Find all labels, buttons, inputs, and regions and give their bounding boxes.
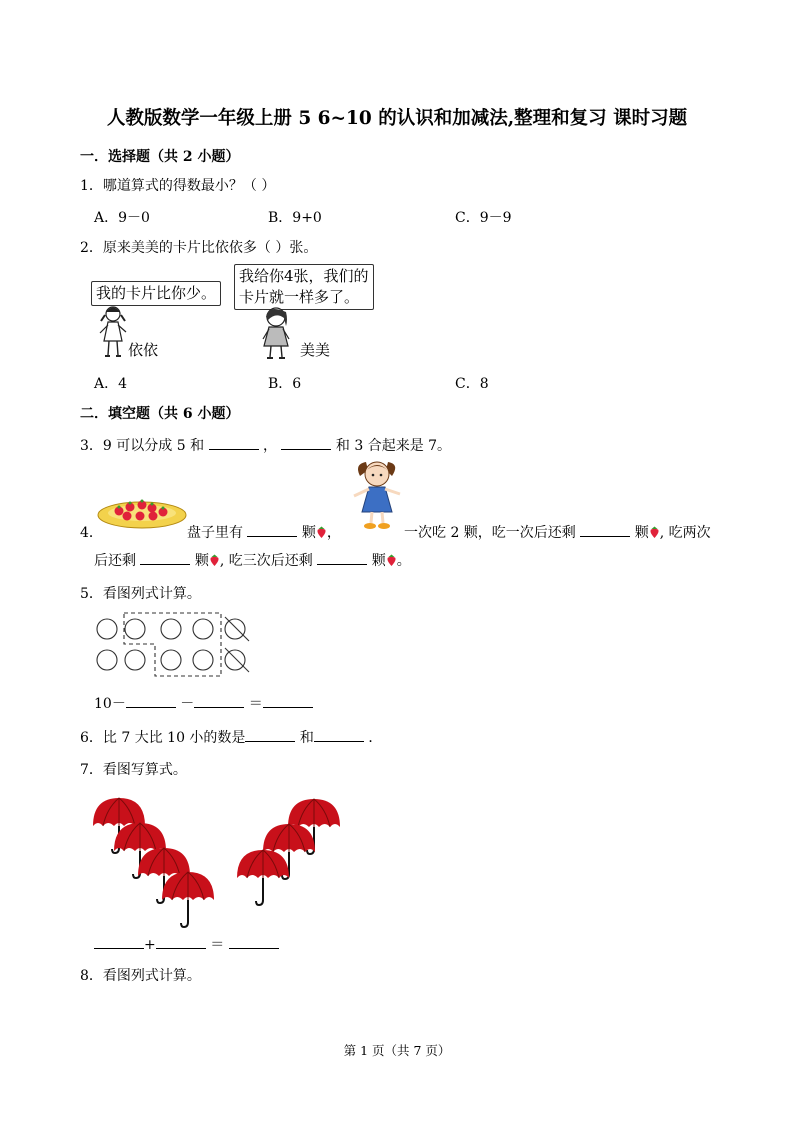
strawberry [123,512,132,521]
q1-option-b[interactable]: B．9+0 [268,210,322,226]
strawberry [136,512,145,521]
umbrella-right [237,850,289,905]
q5-eq-minus: － [180,696,195,712]
girl-eating-figure [348,460,406,532]
bubble-line-2: 卡片就一样多了。 [239,288,360,306]
q7-blank-2[interactable] [156,934,206,949]
q4-text-1: 盘子里有 [187,525,243,541]
girl-meimei-figure [256,306,296,362]
strawberry-icon [649,526,660,539]
q7-equals: ＝ [210,937,225,953]
q4-blank-1[interactable] [247,522,297,537]
strawberry [149,512,158,521]
q1-option-c[interactable]: C．9－9 [455,210,512,226]
q6-blank-1[interactable] [245,727,295,742]
q3-text-3: 和 3 合起来是 7。 [335,438,452,454]
q4-text-4: 一次吃 2 颗，吃一次后还剩 [404,525,576,541]
page-footer: 第 1 页（共 7 页） [343,1043,451,1058]
circle [193,619,213,639]
circle-crossed [225,619,245,639]
circle [125,619,145,639]
q4-text-11: 。 [396,553,411,569]
q6-blank-2[interactable] [314,727,364,742]
circles-diagram [94,611,254,681]
q3-text-2: ， [262,438,277,454]
strawberry-icon [386,554,397,567]
question-1-stem: 1．哪道算式的得数最小？（ ） [80,178,276,194]
q2-option-b[interactable]: B．6 [268,376,302,392]
question-4-line-1b [404,522,711,542]
speech-bubble-meimei [234,264,374,310]
umbrellas-illustration [92,786,352,921]
q6-text-3: ． [368,730,383,746]
umbrella-left [162,872,214,927]
section-heading-choice: 一．选择题（共 2 小题） [80,149,240,165]
q4-number: 4． [80,525,103,541]
name-meimei: 美美 [300,341,331,359]
q3-text-1: 3．9 可以分成 5 和 [80,438,205,454]
q4-blank-2[interactable] [580,522,630,537]
question-5-equation [94,693,313,713]
q4-text-9: , 吃三次后还剩 [219,553,313,569]
q3-blank-1[interactable] [209,435,259,450]
q5-eq-start: 10－ [94,696,126,712]
q4-text-10: 颗 [371,553,386,569]
q1-option-a[interactable]: A．9－0 [94,210,150,226]
plate-of-strawberries [97,496,187,530]
q5-blank-1[interactable] [126,693,176,708]
q4-text-8: 颗 [194,553,209,569]
girl-yiyi-figure [96,305,130,361]
circle [97,650,117,670]
q6-text-1: 6．比 7 大比 10 小的数是 [80,730,246,746]
q4-text-6: , 吃两次 [659,525,711,541]
question-7-stem: 7．看图写算式。 [80,762,187,778]
q5-blank-2[interactable] [194,693,244,708]
question-2-stem: 2．原来美美的卡片比依依多（ ）张。 [80,240,318,256]
q2-option-c[interactable]: C．8 [455,376,489,392]
q3-blank-2[interactable] [281,435,331,450]
q4-blank-4[interactable] [317,550,367,565]
name-yiyi: 依依 [128,341,159,359]
page-title: 人教版数学一年级上册 5 6~10 的认识和加减法,整理和复习 课时习题 [106,108,688,129]
q6-text-2: 和 [299,730,314,746]
circle [125,650,145,670]
strawberry-icon [209,554,220,567]
question-5-stem: 5．看图列式计算。 [80,586,201,602]
circle [97,619,117,639]
question-3 [80,435,451,455]
circle-crossed [225,650,245,670]
circle [161,650,181,670]
bubble-line-1: 我给你4张，我们的 [239,267,369,285]
circle [193,650,213,670]
q4-text-7: 后还剩 [94,553,136,569]
section-heading-fill: 二．填空题（共 6 小题） [80,406,240,422]
q4-blank-3[interactable] [140,550,190,565]
q4-text-2: 颗 [301,525,316,541]
speech-bubble-yiyi: 我的卡片比你少。 [91,281,221,306]
circle [161,619,181,639]
question-6 [80,727,382,747]
question-7-equation [94,934,279,954]
question-4-line-2 [94,550,411,570]
q5-eq-equals: ＝ [248,696,263,712]
q4-text-5: 颗 [634,525,649,541]
question-4-line-1 [187,522,341,542]
q7-blank-3[interactable] [229,934,279,949]
q7-blank-1[interactable] [94,934,144,949]
q7-plus: + [144,937,156,953]
q2-option-a[interactable]: A．4 [94,376,128,392]
strawberry-icon [316,526,327,539]
question-8-stem: 8．看图列式计算。 [80,968,201,984]
q4-text-3: ， [326,525,341,541]
dashed-group-outline [124,613,221,676]
q5-blank-3[interactable] [263,693,313,708]
